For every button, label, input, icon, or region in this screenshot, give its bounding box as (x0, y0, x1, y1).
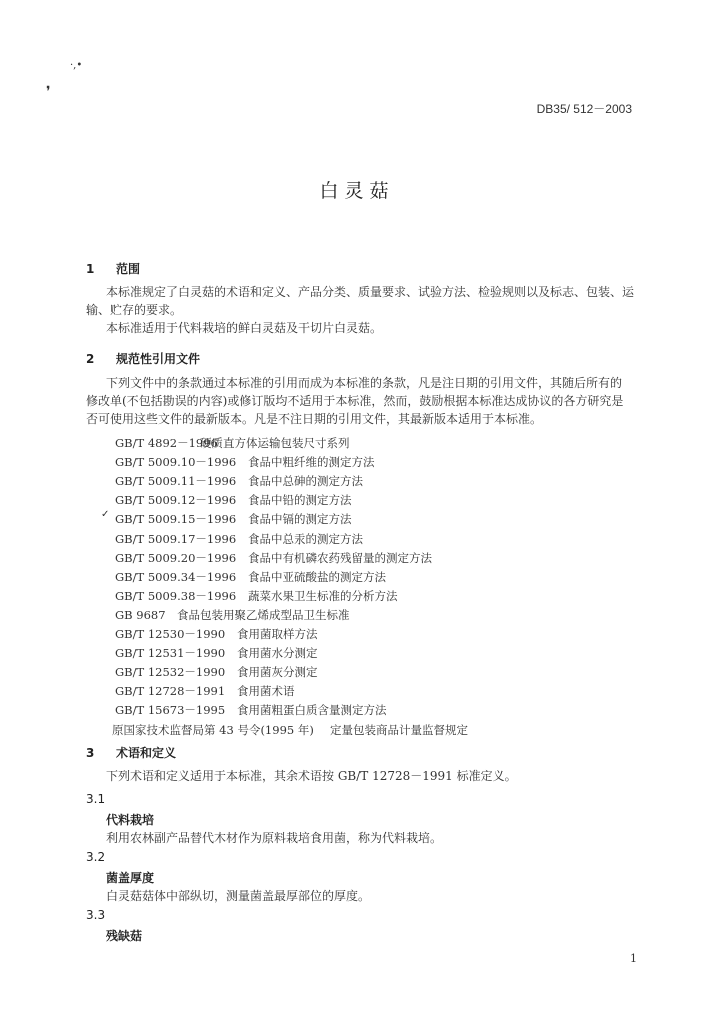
reference-item (115, 473, 363, 489)
reference-code: GB/T 4892－1996 (115, 436, 218, 450)
section-title: 规范性引用文件 (116, 352, 201, 366)
term-definition: 白灵菇菇体中部纵切，测量菌盖最厚部位的厚度。 (106, 889, 371, 903)
scan-mark: ❜ (46, 84, 51, 100)
reference-item (115, 664, 318, 680)
section-1-heading (86, 260, 140, 277)
reference-item (115, 531, 363, 547)
reference-code: GB/T 12728－1991 (115, 684, 226, 699)
reference-code: GB/T 5009.20－1996 (115, 550, 237, 565)
subsection-number: 3.2 (86, 850, 106, 864)
scan-mark: ✓ (101, 509, 110, 520)
reference-title: 食用菌灰分测定 (237, 665, 318, 680)
reference-item (115, 435, 350, 451)
section-number: 1 (86, 262, 95, 276)
reference-title: 食品中粗纤维的测定方法 (248, 455, 375, 470)
reference-title: 食品中亚硫酸盐的测定方法 (248, 569, 386, 584)
reference-item (115, 492, 352, 508)
reference-code: GB/T 5009.11－1996 (115, 474, 237, 489)
reference-item (115, 702, 387, 718)
reference-title: 食用菌粗蛋白质含量测定方法 (237, 703, 387, 718)
reference-code: GB/T 5009.12－1996 (115, 493, 237, 508)
term-name: 菌盖厚度 (106, 871, 155, 885)
reference-title: 食用菌术语 (237, 684, 295, 699)
reference-title: 蔬菜水果卫生标准的分析方法 (248, 588, 398, 603)
reference-code: 原国家技术监督局第 43 号令(1995 年) (112, 722, 314, 737)
paragraph-line: 修改单(不包括勘误的内容)或修订版均不适用于本标准，然而，鼓励根据本标准达成协议的各方研究是 (86, 394, 624, 408)
section-number: 3 (86, 746, 95, 760)
reference-title: 食品中总砷的测定方法 (248, 474, 363, 489)
reference-item (115, 550, 432, 566)
scan-mark: ·,• (70, 60, 83, 71)
paragraph-line: 否可使用这些文件的最新版本。凡是不注日期的引用文件，其最新版本适用于本标准。 (86, 412, 543, 426)
term-name: 代料栽培 (106, 813, 155, 827)
subsection-number: 3.3 (86, 908, 106, 922)
reference-item (115, 626, 318, 642)
reference-code: GB/T 5009.10－1996 (115, 455, 237, 470)
reference-code: GB/T 15673－1995 (115, 703, 226, 718)
section-title: 范围 (116, 262, 141, 276)
reference-item (115, 569, 386, 585)
reference-title: 食品包装用聚乙烯成型品卫生标准 (177, 607, 350, 622)
reference-code: GB/T 12530－1990 (115, 627, 226, 641)
subsection-number: 3.1 (86, 792, 106, 806)
paragraph-line: 下列文件中的条款通过本标准的引用而成为本标准的条款，凡是注日期的引用文件，其随后所有的 (106, 376, 623, 390)
reference-title: 食品中总汞的测定方法 (248, 531, 363, 546)
reference-title: 食用菌水分测定 (237, 646, 318, 661)
reference-title: 硬质直方体运输包装尺寸系列 (200, 436, 350, 450)
reference-item (115, 607, 350, 623)
term-name: 残缺菇 (106, 929, 143, 943)
reference-item (112, 722, 468, 738)
reference-item (115, 645, 318, 661)
section-2-heading (86, 350, 200, 367)
reference-code: GB/T 5009.34－1996 (115, 569, 237, 584)
page-number: 1 (630, 952, 637, 965)
reference-title: 食品中铅的测定方法 (248, 493, 352, 508)
paragraph-line: 本标准适用于代料栽培的鲜白灵菇及干切片白灵菇。 (106, 321, 383, 335)
reference-code: GB 9687 (115, 607, 166, 622)
term-definition: 利用农林副产品替代木材作为原料栽培食用菌，称为代料栽培。 (106, 831, 443, 845)
reference-title: 食品中镉的测定方法 (248, 512, 352, 527)
reference-item (115, 588, 398, 604)
section-title: 术语和定义 (116, 746, 177, 760)
reference-title: 食用菌取样方法 (237, 627, 318, 641)
reference-code: GB/T 5009.15－1996 (115, 512, 237, 527)
paragraph-line: 输、贮存的要求。 (86, 303, 183, 317)
reference-code: GB/T 12532－1990 (115, 665, 226, 680)
reference-code: GB/T 12531－1990 (115, 646, 226, 661)
document-title: 白灵菇 (319, 180, 395, 202)
reference-title: 定量包装商品计量监督规定 (330, 722, 468, 737)
paragraph-line: 下列术语和定义适用于本标准，其余术语按 GB/T 12728－1991 标准定义。 (106, 769, 517, 783)
reference-item (115, 454, 375, 470)
section-number: 2 (86, 352, 95, 366)
section-3-heading (86, 744, 176, 761)
paragraph-line: 本标准规定了白灵菇的术语和定义、产品分类、质量要求、试验方法、检验规则以及标志、包装、运 (106, 285, 635, 299)
standard-number: DB35/ 512－2003 (536, 102, 632, 116)
reference-item (115, 511, 352, 527)
reference-code: GB/T 5009.38－1996 (115, 588, 237, 603)
reference-item (115, 683, 295, 699)
reference-title: 食品中有机磷农药残留量的测定方法 (248, 550, 432, 565)
reference-code: GB/T 5009.17－1996 (115, 531, 237, 546)
